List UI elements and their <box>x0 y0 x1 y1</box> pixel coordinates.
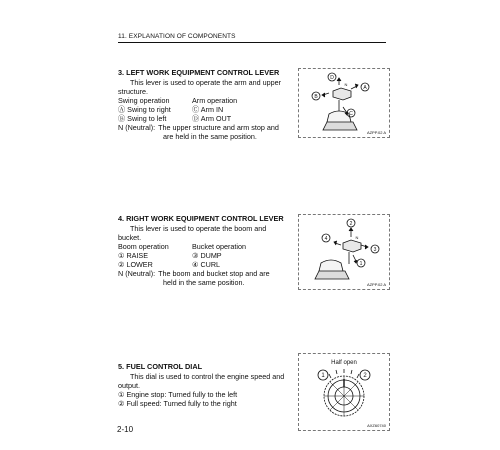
label-c: C <box>349 111 353 117</box>
operation-a: Ⓑ Swing to left <box>118 114 167 123</box>
neutral-description <box>118 269 303 278</box>
intro-line-1: This dial is used to control the engine speed and <box>130 372 285 381</box>
section-fuel-dial <box>118 362 303 408</box>
operation-row <box>118 114 303 123</box>
column-heading-b: Arm operation <box>192 96 238 105</box>
right-lever-illustration <box>299 215 389 289</box>
operation-b: Ⓒ Arm IN <box>192 105 224 114</box>
operation-a: ① RAISE <box>118 251 149 260</box>
intro-line-2: output. <box>118 381 140 390</box>
section-title: 5. FUEL CONTROL DIAL <box>118 362 203 371</box>
label-4: 4 <box>324 236 328 242</box>
operation-row <box>118 251 303 260</box>
figure-fuel-dial <box>298 353 390 431</box>
label-b: B <box>314 94 318 100</box>
label-3: 3 <box>373 247 377 253</box>
figure-left-lever <box>298 68 390 138</box>
column-heading-a: Boom operation <box>118 242 169 251</box>
figure-right-lever <box>298 214 390 290</box>
section-header: 11. EXPLANATION OF COMPONENTS <box>118 33 386 43</box>
column-headings <box>118 242 303 251</box>
operation-a: ② LOWER <box>118 260 153 269</box>
neutral-description <box>118 123 303 132</box>
page-number: 2-10 <box>117 425 134 434</box>
figure-code: AZPP.02 A <box>366 130 386 135</box>
label-n: N <box>344 82 348 87</box>
intro-line-1: This lever is used to operate the arm and upper <box>130 78 282 87</box>
intro-line-2: structure. <box>118 87 148 96</box>
label-a: A <box>363 85 367 91</box>
intro-line-2: bucket. <box>118 233 142 242</box>
column-heading-a: Swing operation <box>118 96 170 105</box>
neutral-text-1: The upper structure and arm stop and <box>158 123 279 132</box>
label-n: N <box>355 235 359 240</box>
left-lever-illustration <box>299 69 389 137</box>
operation-row <box>118 105 303 114</box>
neutral-text-1: The boom and bucket stop and are <box>158 269 270 278</box>
section-left-lever <box>118 68 303 141</box>
label-2: 2 <box>363 373 367 379</box>
column-headings <box>118 96 303 105</box>
section-title: 3. LEFT WORK EQUIPMENT CONTROL LEVER <box>118 68 280 77</box>
operation-row <box>118 260 303 269</box>
fuel-dial-illustration <box>299 354 389 430</box>
intro-line-1: This lever is used to operate the boom and <box>130 224 267 233</box>
neutral-text-2: are held in the same position. <box>163 132 257 141</box>
operation-b: ④ CURL <box>192 260 221 269</box>
operation-b: Ⓓ Arm OUT <box>192 114 232 123</box>
figure-code: AXZ60740 <box>367 423 386 428</box>
label-d: D <box>330 75 334 81</box>
label-2: 2 <box>349 221 353 227</box>
figure-code: AZPP.02 A <box>366 282 386 287</box>
operation-b: ③ DUMP <box>192 251 222 260</box>
section-right-lever <box>118 214 303 287</box>
operation-a: Ⓐ Swing to right <box>118 105 171 114</box>
column-heading-b: Bucket operation <box>192 242 246 251</box>
list-item: ① Engine stop: Turned fully to the left <box>118 390 238 399</box>
label-1: 1 <box>359 261 363 267</box>
list-item: ② Full speed: Turned fully to the right <box>118 399 237 408</box>
neutral-label: N (Neutral): <box>118 123 156 132</box>
section-title: 4. RIGHT WORK EQUIPMENT CONTROL LEVER <box>118 214 284 223</box>
neutral-label: N (Neutral): <box>118 269 156 278</box>
label-1: 1 <box>321 373 325 379</box>
half-open-label: Half open <box>331 360 357 366</box>
neutral-text-2: held in the same position. <box>163 278 245 287</box>
